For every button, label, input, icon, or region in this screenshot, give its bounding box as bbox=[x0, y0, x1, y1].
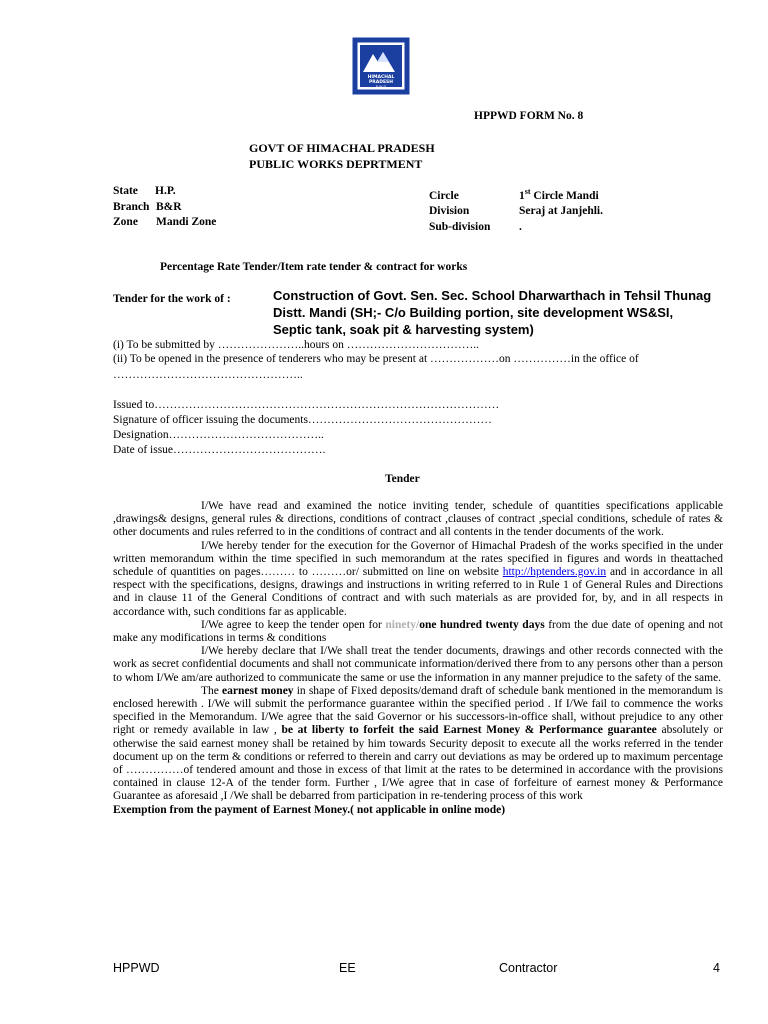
subdivision-value: . bbox=[519, 220, 522, 233]
footer-center: EE bbox=[339, 961, 356, 975]
subdivision-label: Sub-division bbox=[429, 220, 491, 233]
submitted-line: (i) To be submitted by …………………..hours on …………………………….. bbox=[113, 339, 480, 351]
paragraph-tender-open: I/We agree to keep the tender open for ninety/one hundred twenty days from the due date of opening and not make any modifications in terms & conditions bbox=[113, 618, 723, 645]
tender-type-title: Percentage Rate Tender/Item rate tender & contract for works bbox=[160, 261, 468, 273]
signature-line: Signature of officer issuing the documents………………………………………… bbox=[113, 414, 492, 426]
work-label: Tender for the work of : bbox=[113, 293, 231, 305]
svg-text:P W D: P W D bbox=[375, 85, 387, 89]
zone-value: Mandi Zone bbox=[156, 216, 217, 228]
hptenders-link[interactable]: http://hptenders.gov.in bbox=[502, 566, 607, 579]
division-label: Division bbox=[429, 205, 470, 218]
state-value: H.P. bbox=[155, 185, 176, 197]
svg-text:HIMACHAL: HIMACHAL bbox=[367, 75, 395, 80]
opened-line: (ii) To be opened in the presence of tenderers who may be present at ………………on ……………in the office of bbox=[113, 353, 639, 365]
department-line: PUBLIC WORKS DEPRTMENT bbox=[249, 157, 423, 171]
state-label: State bbox=[113, 185, 138, 197]
footer-left: HPPWD bbox=[113, 961, 160, 975]
page-number: 4 bbox=[713, 961, 720, 975]
header-left bbox=[113, 184, 216, 231]
branch-label: Branch bbox=[113, 200, 150, 213]
tender-body bbox=[113, 500, 723, 817]
department-heading bbox=[249, 140, 435, 172]
date-of-issue-line: Date of issue…………………………………. bbox=[113, 444, 326, 456]
govt-line: GOVT OF HIMACHAL PRADESH bbox=[249, 141, 435, 155]
circle-label: Circle bbox=[429, 189, 459, 202]
tender-heading: Tender bbox=[385, 473, 420, 485]
header-right bbox=[429, 184, 603, 235]
paragraph-earnest-money: The earnest money in shape of Fixed deposits/demand draft of schedule bank mentioned in the memorandum is enclosed herewith . I/We will submit the performance guarantee within the specified period . If I/We fail to commence the works specified in the Memorandum. I/We agree that the said Governor or his successors-in-office shall, without prejudice to any other right or remedy available in law , be at liberty to forfeit the said Earnest Money & Performance guarantee absolutely or otherwise the said earnest money shall be retained by him towards Security deposit to execute all the works referred in the tender document up on the term & conditions or referred to therein and carry out deviations as may be ordered up to maximum percentage of ……………of tendered amount and those in excess of that limit at the rates to be determined in accordance with the provisions contained in clause 12-A of the tender form. Further , I/We agree that in case of forfeiture of earnest money & Performance Guarantee as aforesaid ,I /We shall be debarred from participation in re-tendering process of this work bbox=[113, 684, 724, 803]
paragraph-read-examined: I/We have read and examined the notice inviting tender, schedule of quantities specifications applicable ,drawings& designs, general rules & directions, conditions of contract ,clauses of contract ,special conditions, schedule of rates & other documents and rules referred to in the conditions of contract and all contents in the tender documents of the work. bbox=[113, 500, 723, 539]
svg-text:PRADESH: PRADESH bbox=[368, 80, 394, 85]
paragraph-hereby-tender: I/We hereby tender for the execution for the Governor of Himachal Pradesh of the works specified in the under written memorandum within the time specified in such memorandum at the rates specified in figures and words in theattached schedule of quantities on pages……… to ………or/ submitted on line on website http://hptenders.gov.in and in accordance in all respect with the specifications, designs, drawings and instructions in writing referred to in Rule 1 of General Rules and Directions and in clause 11 of the General Conditions of contract and with such materials as are provided for, by, and in all respects in accordance with, such conditions far as applicable. bbox=[113, 539, 723, 618]
office-line: ………………………………………….. bbox=[113, 369, 303, 381]
division-value: Seraj at Janjehli. bbox=[519, 205, 604, 218]
footer-right: Contractor bbox=[499, 961, 558, 975]
exemption-heading: Exemption from the payment of Earnest Money.( not applicable in online mode) bbox=[113, 803, 506, 816]
issued-to-line: Issued to……………………………………………………………………………… bbox=[113, 399, 500, 411]
circle-value: 1st Circle Mandi bbox=[519, 187, 599, 202]
work-description: Construction of Govt. Sen. Sec. School Dharwarthach in Tehsil Thunag Distt. Mandi (SH;- C/o Building portion, site development WS&SI, Septic tank, soak pit & harvesting system) bbox=[273, 288, 712, 337]
designation-line: Designation………………………………….. bbox=[113, 429, 324, 441]
zone-label: Zone bbox=[113, 216, 138, 228]
form-number: HPPWD FORM No. 8 bbox=[474, 110, 584, 122]
paragraph-confidential: I/We hereby declare that I/We shall treat the tender documents, drawings and other records connected with the work as secret confidential documents and shall not communicate information/derived there from to any persons other than a person to whom I/We am/are authorized to communicate the same or use the information in any manner prejudice to the safety of the same. bbox=[113, 645, 723, 684]
branch-value: B&R bbox=[156, 200, 182, 213]
hppwd-logo bbox=[351, 36, 411, 96]
